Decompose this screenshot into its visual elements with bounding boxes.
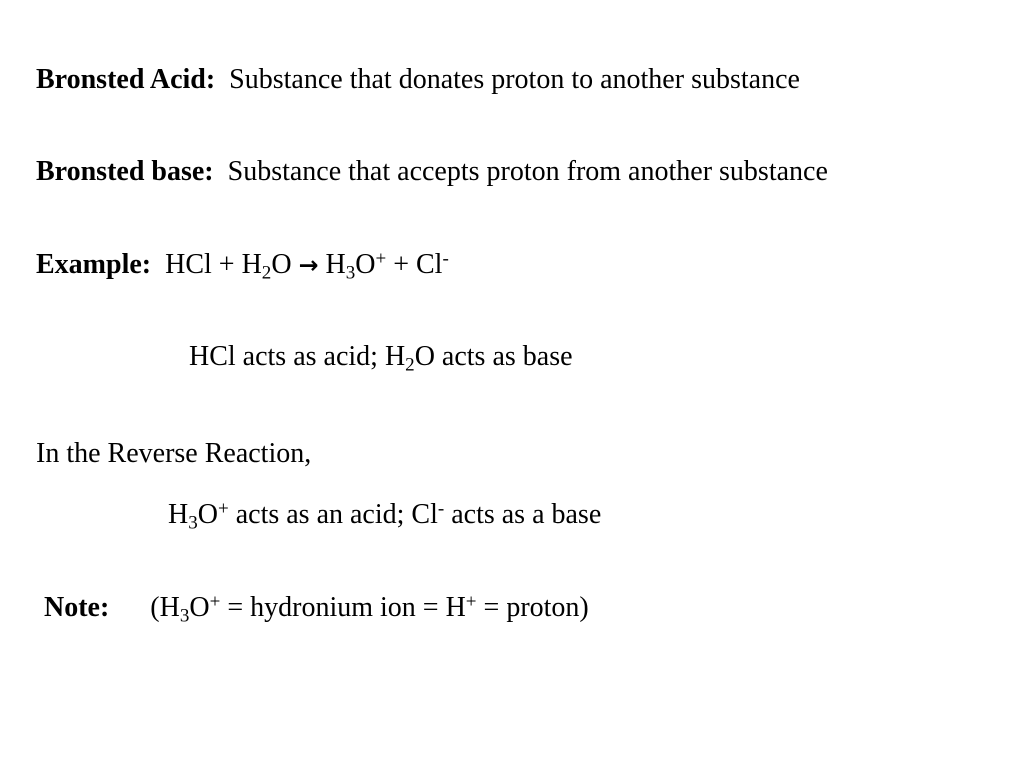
subscript: 3 xyxy=(188,512,198,534)
product-text: H xyxy=(318,249,346,280)
note-text: = proton) xyxy=(476,592,589,623)
superscript: + xyxy=(375,248,387,270)
note-text: = hydronium ion = H xyxy=(220,592,466,623)
acid-definition xyxy=(36,66,800,94)
arrow-right-icon: → xyxy=(298,251,319,279)
acid-text: Substance that donates proton to another substance xyxy=(229,64,800,95)
note-text: O xyxy=(189,592,210,623)
explanation-text: HCl acts as acid; H xyxy=(189,341,406,372)
note-label: Note: xyxy=(44,592,110,623)
subscript: 3 xyxy=(179,605,190,627)
note-text: (H xyxy=(150,592,180,623)
superscript: + xyxy=(465,591,477,613)
reverse-text: acts as a base xyxy=(444,499,602,530)
subscript: 2 xyxy=(405,354,415,376)
superscript: - xyxy=(437,498,445,520)
note-line xyxy=(44,591,589,627)
reactant-text: HCl + H xyxy=(165,249,262,280)
superscript: + xyxy=(217,498,229,520)
base-label: Bronsted base: xyxy=(36,156,214,187)
acid-label: Bronsted Acid: xyxy=(36,64,216,95)
product-text: O xyxy=(355,249,376,280)
example-label: Example: xyxy=(36,249,152,280)
reverse-text: H xyxy=(168,499,189,530)
example-explanation xyxy=(189,341,573,376)
reverse-text: acts as an acid; Cl xyxy=(228,499,438,530)
reverse-text: O xyxy=(197,499,218,530)
base-definition xyxy=(36,158,828,186)
explanation-text: O acts as base xyxy=(414,341,573,372)
product-text: + Cl xyxy=(386,249,443,280)
reactant-text: O xyxy=(271,249,299,280)
subscript: 3 xyxy=(345,262,356,284)
superscript: + xyxy=(209,591,221,613)
reverse-explanation xyxy=(168,498,602,534)
base-text: Substance that accepts proton from another substance xyxy=(227,156,828,187)
example-equation xyxy=(36,248,449,284)
subscript: 2 xyxy=(261,262,272,284)
reverse-heading: In the Reverse Reaction, xyxy=(36,438,312,469)
superscript: - xyxy=(442,248,449,270)
